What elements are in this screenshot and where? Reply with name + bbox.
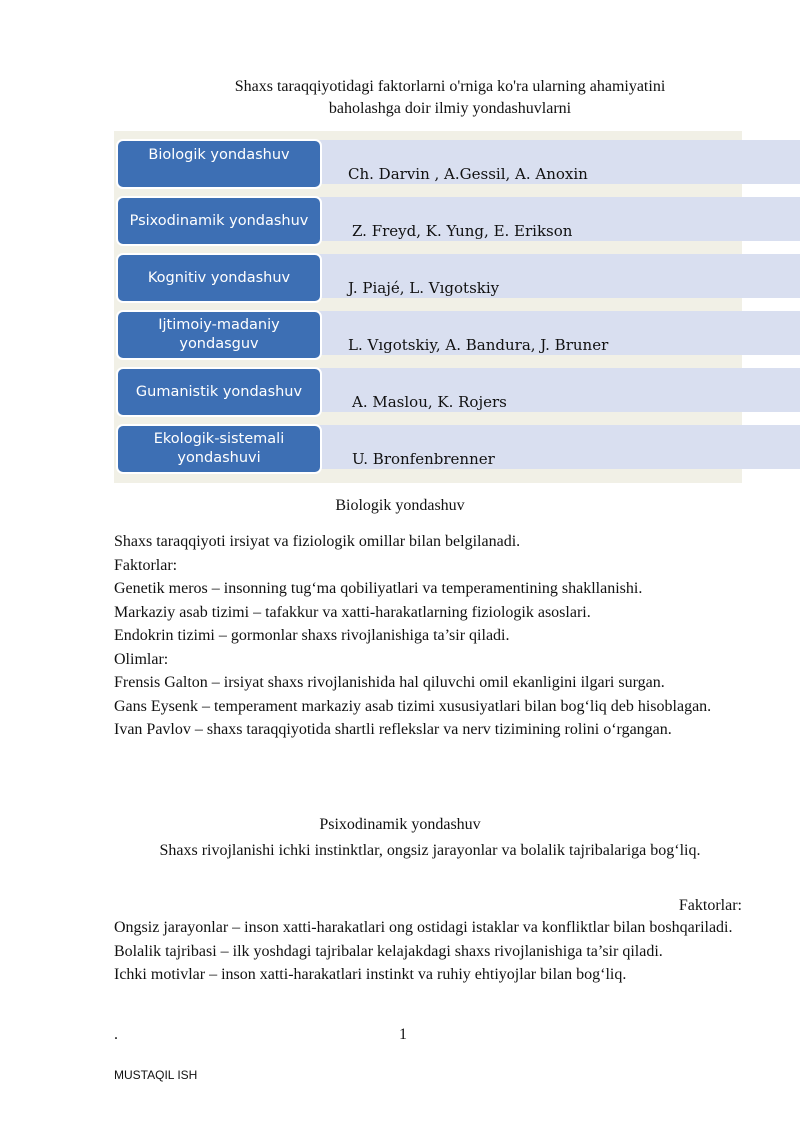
factors-label: Faktorlar: bbox=[678, 897, 742, 914]
diagram-row bbox=[114, 416, 742, 466]
paragraph-line: Ichki motivlar – inson xatti-harakatlari instinkt va ruhiy ehtiyojlar bilan bog‘liq. bbox=[114, 966, 627, 983]
diagram-row bbox=[114, 131, 742, 181]
title-line-2: baholashga doir ilmiy yondashuvlarni bbox=[328, 100, 572, 117]
paragraph-line: Endokrin tizimi – gormonlar shaxs rivojlanishiga ta’sir qiladi. bbox=[114, 627, 510, 644]
diagram-row bbox=[114, 302, 742, 352]
paragraph-line: Ivan Pavlov – shaxs taraqqiyotida shartli reflekslar va nerv tizimining rolini o‘rgangan. bbox=[114, 721, 672, 738]
approach-box: Psixodinamik yondashuv bbox=[116, 196, 322, 246]
scholars-text: L. Vıgotskiy, A. Bandura, J. Bruner bbox=[348, 336, 609, 354]
approaches-diagram bbox=[114, 131, 742, 483]
paragraph-line: Bolalik tajribasi – ilk yoshdagi tajribalar kelajakdagi shaxs rivojlanishiga ta’sir qiladi. bbox=[114, 942, 663, 960]
title-line-1: Shaxs taraqqiyotidagi faktorlarni o'rniga ko'ra ularning ahamiyatini bbox=[234, 78, 666, 95]
psixodinamik-body bbox=[114, 894, 744, 918]
paragraph-line: Markaziy asab tizimi – tafakkur va xatti-harakatlarning fiziologik asoslari. bbox=[114, 603, 591, 621]
psixodinamik-factors bbox=[114, 916, 744, 987]
scholars-text: U. Bronfenbrenner bbox=[352, 450, 495, 468]
page-footer: MUSTAQIL ISH bbox=[114, 1068, 198, 1082]
scholars-text: Z. Freyd, K. Yung, E. Erikson bbox=[352, 222, 573, 240]
section-heading-biologik: Biologik yondashuv bbox=[335, 497, 465, 514]
section-heading-psixodinamik: Psixodinamik yondashuv bbox=[319, 816, 481, 833]
scholars-text: J. Piajé, L. Vıgotskiy bbox=[348, 279, 500, 297]
paragraph-line: Frensis Galton – irsiyat shaxs rivojlanishida hal qiluvchi omil ekanligini ilgari surgan. bbox=[114, 674, 665, 691]
approach-box: Kognitiv yondashuv bbox=[116, 253, 322, 303]
paragraph-line: Ongsiz jarayonlar – inson xatti-harakatlari ong ostidagi istaklar va konfliktlar bilan boshqariladi. bbox=[114, 919, 733, 936]
diagram-row bbox=[114, 188, 742, 238]
paragraph-line: Gans Eysenk – temperament markaziy asab tizimi xususiyatlari bilan bog‘liq deb hisoblagan. bbox=[114, 697, 712, 715]
paragraph-line: Shaxs taraqqiyoti irsiyat va fiziologik omillar bilan belgilanadi. bbox=[114, 533, 521, 550]
approach-box: Gumanistik yondashuv bbox=[116, 367, 322, 417]
biologik-body bbox=[114, 530, 744, 742]
trailing-dot: . bbox=[114, 1026, 118, 1043]
section-subheading: Shaxs rivojlanishi ichki instinktlar, ongsiz jarayonlar va bolalik tajribalariga bog‘liq. bbox=[159, 842, 701, 859]
scholars-text: Ch. Darvin , A.Gessil, A. Anoxin bbox=[348, 165, 588, 183]
approach-box: Ekologik-sistemali yondashuvi bbox=[116, 424, 322, 474]
paragraph-line: Faktorlar: bbox=[114, 556, 178, 574]
diagram-row bbox=[114, 245, 742, 295]
paragraph-line: Olimlar: bbox=[114, 650, 169, 668]
scholars-text: A. Maslou, K. Rojers bbox=[352, 393, 507, 411]
approach-box: Ijtimoiy-madaniy yondasguv bbox=[116, 310, 322, 360]
document-title bbox=[170, 76, 730, 120]
diagram-row bbox=[114, 359, 742, 409]
paragraph-line: Genetik meros – insonning tug‘ma qobiliyatlari va temperamentining shakllanishi. bbox=[114, 580, 643, 597]
approach-box: Biologik yondashuv bbox=[116, 139, 322, 189]
page-number: 1 bbox=[399, 1026, 407, 1043]
